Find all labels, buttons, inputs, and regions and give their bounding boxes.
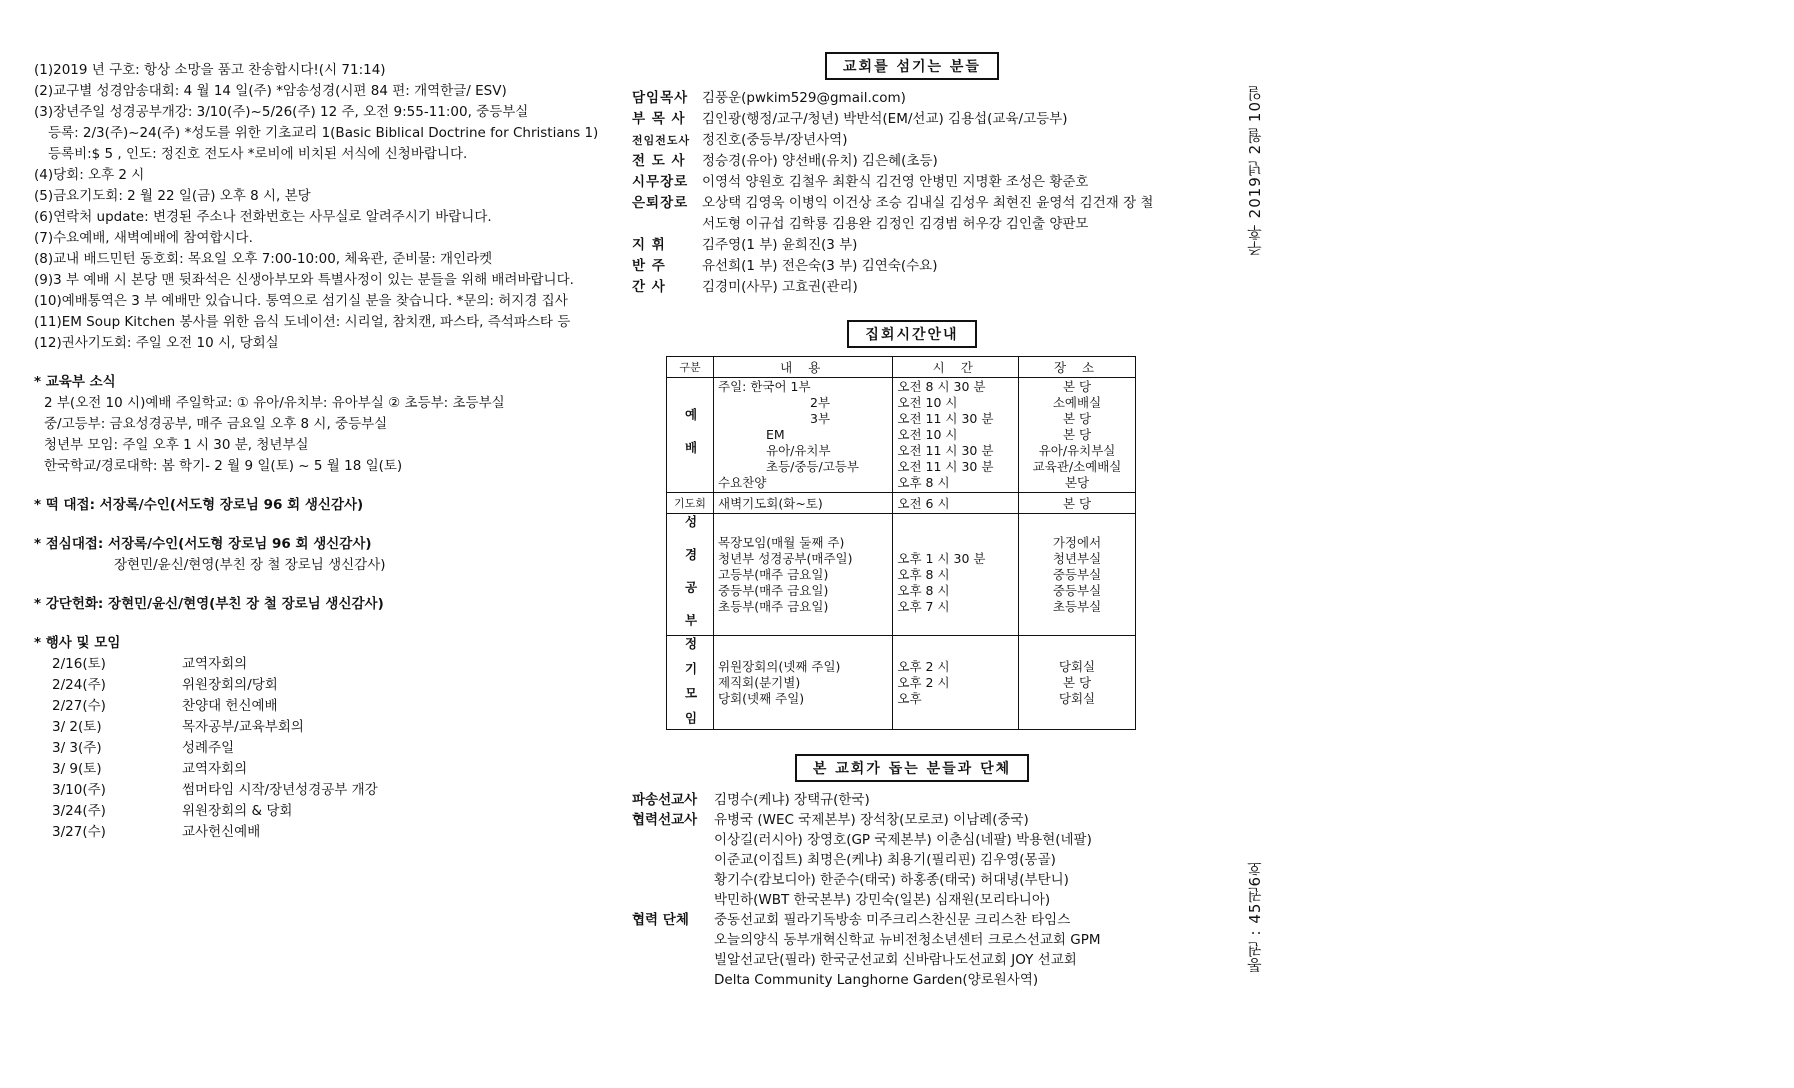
time-item: 오후 1 시 30 분	[897, 550, 986, 566]
rice-cake-section	[34, 495, 594, 516]
mission-name-line: 김명수(케냐) 장택규(한국)	[714, 792, 870, 809]
lunch-line-2: 장현민/윤신/현영(부친 장 철 장로님 생신감사)	[114, 557, 386, 573]
staff-row	[632, 130, 1192, 151]
event-date: 3/ 3(주)	[52, 740, 102, 756]
announcement-item: (11)EM Soup Kitchen 봉사를 위한 음식 도네이션: 시리얼, 참치캔, 파스타, 즉석파스타 등	[34, 314, 571, 330]
time-item: 오후 2 시	[897, 658, 950, 674]
time-item: 오전 10 시	[897, 427, 958, 442]
announcement-item: (1)2019 년 구호: 항상 소망을 품고 찬송합시다!(시 71:14)	[34, 62, 386, 78]
staff-list	[632, 88, 1192, 298]
table-row	[667, 636, 1136, 730]
announcement-item: (6)연락처 update: 변경된 주소나 전화번호는 사무실로 알려주시기 바랍니다.	[34, 209, 492, 225]
time-item: 오전 11 시 30 분	[897, 443, 994, 458]
mission-name-line: 이준교(이집트) 최명은(케냐) 최용기(필리핀) 김우영(몽골)	[714, 852, 1056, 869]
staff-row	[632, 172, 1192, 193]
content-item: EM	[766, 427, 785, 442]
content-cell	[714, 378, 893, 493]
event-row	[34, 822, 594, 843]
event-date: 2/24(주)	[52, 677, 106, 693]
mission-name-line: 빌알선교단(필라) 한국군선교회 신바람나도선교회 JOY 선교회	[714, 952, 1077, 969]
time-item: 오후 7 시	[897, 598, 950, 614]
event-name: 교역자회의	[182, 656, 248, 672]
place-item: 소예배실	[1052, 395, 1102, 410]
column-header: 시 간	[893, 357, 1019, 378]
announcement-item: (2)교구별 성경암송대회: 4 월 14 일(주) *암송성경(시편 84 편: 개역한글/ ESV)	[34, 83, 507, 99]
staff-row	[632, 193, 1192, 214]
place-item: 가정에서	[1052, 534, 1102, 550]
staff-names: 오상택 김영욱 이병익 이건상 조승 김내실 김성우 최현진 윤영석 김건재 장 철	[702, 195, 1154, 211]
education-line: 청년부 모임: 주일 오후 1 시 30 분, 청년부실	[44, 437, 309, 453]
column-header: 내 용	[714, 357, 893, 378]
table-row	[667, 378, 1136, 493]
content-item: 수요찬양	[718, 475, 767, 490]
place-item: 중등부실	[1052, 566, 1102, 582]
staff-row	[632, 151, 1192, 172]
lunch-line: * 점심대접: 서장록/수인(서도형 장로님 96 회 생신감사)	[34, 536, 372, 552]
place-cell: 본 당	[1019, 493, 1136, 514]
mission-name-line: 유병국 (WEC 국제본부) 장석창(모로코) 이남례(중국)	[714, 812, 1029, 829]
mission-row	[632, 810, 1192, 910]
events-title: * 행사 및 모임	[34, 635, 121, 651]
education-line: 2 부(오전 10 시)예배 주일학교: ① 유아/유치부: 유아부실 ② 초등부: 초등부실	[44, 395, 505, 411]
content-item: 제직회(분기별)	[718, 674, 801, 690]
staff-role: 간 사	[632, 279, 666, 295]
staff-role: 부 목 사	[632, 111, 686, 127]
staff-role: 지 휘	[632, 237, 666, 253]
staff-role: 전임전도사	[632, 134, 691, 147]
church-info-column	[632, 52, 1192, 990]
staff-row	[632, 88, 1192, 109]
announcement-item: 등록비:$ 5 , 인도: 정진호 전도사 *로비에 비치된 서식에 신청바랍니다.	[48, 146, 468, 162]
event-row	[34, 780, 594, 801]
event-row	[34, 654, 594, 675]
flowers-section	[34, 594, 594, 615]
announcement-item: (4)당회: 오후 2 시	[34, 167, 145, 183]
place-item: 청년부실	[1052, 550, 1102, 566]
mission-name-line: 오늘의양식 동부개혁신학교 뉴비전청소년센터 크로스선교회 GPM	[714, 932, 1101, 949]
place-item: 교육관/소예배실	[1032, 459, 1122, 474]
content-cell	[714, 514, 893, 636]
time-cell	[893, 378, 1019, 493]
announcement-item: (5)금요기도회: 2 월 22 일(금) 오후 8 시, 본당	[34, 188, 311, 204]
staff-names: 유선희(1 부) 전은숙(3 부) 김연숙(수요)	[702, 258, 938, 274]
event-date: 3/ 2(토)	[52, 719, 102, 735]
staff-names: 김풍운(pwkim529@gmail.com)	[702, 90, 906, 106]
event-name: 교역자회의	[182, 761, 248, 777]
event-name: 교사헌신예배	[182, 824, 261, 840]
event-row	[34, 738, 594, 759]
time-item: 오후 8 시	[897, 475, 950, 490]
event-name: 위원장회의/당회	[182, 677, 278, 693]
content-cell	[714, 636, 893, 730]
mission-role: 파송선교사	[632, 792, 698, 809]
time-item: 오전 8 시 30 분	[897, 379, 986, 394]
staff-role: 전 도 사	[632, 153, 686, 169]
content-item: 유아/유치부	[766, 443, 831, 458]
time-item: 오후	[897, 690, 922, 706]
column-header: 구분	[667, 357, 714, 378]
content-item: 초등/중등/고등부	[766, 459, 859, 474]
category-cell: 정 기 모 임	[667, 636, 714, 730]
content-item: 목장모임(매월 둘째 주)	[718, 534, 845, 550]
category-cell: 성 경 공 부	[667, 514, 714, 636]
event-row	[34, 759, 594, 780]
time-item	[897, 535, 1014, 551]
schedule-title: 집회시간안내	[847, 320, 976, 348]
mission-names	[714, 790, 870, 810]
mission-name-line: 황기수(캄보디아) 한준수(태국) 하홍종(태국) 허대녕(부탄니)	[714, 872, 1069, 889]
missions-title: 본 교회가 돕는 분들과 단체	[795, 754, 1029, 782]
place-item: 중등부실	[1052, 582, 1102, 598]
content-item: 2부	[810, 395, 831, 410]
mission-role: 협력선교사	[632, 812, 698, 829]
schedule-table	[666, 356, 1136, 730]
mission-role: 협력 단체	[632, 912, 689, 929]
bulletin-issue-text: 통권 : 45권6호	[1246, 860, 1264, 974]
staff-role: 담임목사	[632, 90, 689, 106]
column-header: 장 소	[1019, 357, 1136, 378]
content-item: 3부	[810, 411, 831, 426]
event-row	[34, 675, 594, 696]
staff-row	[632, 256, 1192, 277]
time-item: 오전 11 시 30 분	[897, 459, 994, 474]
event-name: 목자공부/교육부회의	[182, 719, 304, 735]
announcement-item: (7)수요예배, 새벽예배에 참여합시다.	[34, 230, 253, 246]
education-news	[34, 372, 594, 477]
mission-name-line: Delta Community Langhorne Garden(양로원사역)	[714, 972, 1039, 989]
place-item: 본 당	[1062, 379, 1092, 394]
place-cell	[1019, 514, 1136, 636]
bulletin-date-text: 주후 2019년 2월 10일	[1246, 85, 1264, 257]
staff-title: 교회를 섬기는 분들	[825, 52, 999, 80]
place-item: 당회실	[1058, 690, 1096, 706]
place-cell	[1019, 378, 1136, 493]
category-cell: 예 배	[667, 378, 714, 493]
event-name: 위원장회의 & 당회	[182, 803, 293, 819]
event-date: 2/16(토)	[52, 656, 106, 672]
bulletin-issue	[1244, 860, 1266, 974]
event-date: 3/24(주)	[52, 803, 106, 819]
event-name: 성례주일	[182, 740, 235, 756]
time-cell	[893, 636, 1019, 730]
announcements-column	[34, 60, 599, 843]
content-cell: 새벽기도회(화~토)	[714, 493, 893, 514]
staff-role: 은퇴장로	[632, 195, 689, 211]
announcement-item: (9)3 부 예배 시 본당 맨 뒷좌석은 신생아부모와 특별사정이 있는 분들을 위해 배려바랍니다.	[34, 272, 574, 288]
education-title: * 교육부 소식	[34, 374, 116, 390]
mission-name-line: 박민하(WBT 한국본부) 강민숙(일본) 심재원(모리타니아)	[714, 892, 1051, 909]
staff-row	[632, 277, 1192, 298]
time-cell: 오전 6 시	[893, 493, 1019, 514]
announcement-item: (3)장년주일 성경공부개강: 3/10(주)~5/26(주) 12 주, 오전 9:55-11:00, 중등부실	[34, 104, 529, 120]
announcement-item: (8)교내 배드민턴 동호회: 목요일 오후 7:00-10:00, 체육관, 준비물: 개인라켓	[34, 251, 493, 267]
education-line: 중/고등부: 금요성경공부, 매주 금요일 오후 8 시, 중등부실	[44, 416, 388, 432]
event-date: 3/10(주)	[52, 782, 106, 798]
content-item: 주일: 한국어 1부	[718, 379, 811, 394]
time-item: 오전 11 시 30 분	[897, 411, 994, 426]
table-header-row	[667, 357, 1136, 378]
time-item: 오후 8 시	[897, 582, 950, 598]
announcement-list	[34, 60, 599, 354]
content-item: 당회(넷째 주일)	[718, 690, 805, 706]
content-item: 고등부(매주 금요일)	[718, 566, 829, 582]
mission-names	[714, 910, 1100, 990]
time-item: 오후 8 시	[897, 566, 950, 582]
staff-names-continued: 서도형 이규섭 김학룡 김용완 김정인 김경범 허우강 김인출 양판모	[702, 216, 1089, 232]
missions-list	[632, 790, 1192, 990]
place-item: 본 당	[1062, 411, 1092, 426]
staff-role: 시무장로	[632, 174, 689, 190]
mission-name-line: 이상길(러시아) 장영호(GP 국제본부) 이춘심(네팔) 박용현(네팔)	[714, 832, 1092, 849]
place-item: 본당	[1064, 475, 1090, 490]
announcement-item: 등록: 2/3(주)~24(주) *성도를 위한 기초교리 1(Basic Biblical Doctrine for Christians 1)	[48, 125, 599, 141]
place-item: 본 당	[1062, 427, 1092, 442]
place-item: 당회실	[1058, 658, 1096, 674]
bulletin-date	[1244, 85, 1266, 257]
content-item: 중등부(매주 금요일)	[718, 582, 829, 598]
table-row	[667, 493, 1136, 514]
place-item: 초등부실	[1052, 598, 1102, 614]
staff-row	[632, 235, 1192, 256]
time-item: 오후 2 시	[897, 674, 950, 690]
mission-name-line: 중동선교회 필라기독방송 미주크리스찬신문 크리스찬 타임스	[714, 912, 1071, 929]
event-date: 3/ 9(토)	[52, 761, 102, 777]
announcement-item: (10)예배통역은 3 부 예배만 있습니다. 통역으로 섬기실 분을 찾습니다. *문의: 허지경 집사	[34, 293, 568, 309]
staff-row	[632, 109, 1192, 130]
lunch-section	[34, 534, 594, 576]
mission-row	[632, 790, 1192, 810]
event-row	[34, 696, 594, 717]
rice-cake-line: * 떡 대접: 서장록/수인(서도형 장로님 96 회 생신감사)	[34, 497, 364, 513]
events-section	[34, 633, 594, 843]
event-row	[34, 801, 594, 822]
table-row	[667, 514, 1136, 636]
staff-names: 김주영(1 부) 윤희진(3 부)	[702, 237, 858, 253]
staff-names: 김경미(사무) 고효권(관리)	[702, 279, 858, 295]
event-date: 3/27(수)	[52, 824, 106, 840]
staff-role: 반 주	[632, 258, 666, 274]
staff-names: 김인광(행정/교구/청년) 박반석(EM/선교) 김용섭(교육/고등부)	[702, 111, 1068, 127]
education-line: 한국학교/경로대학: 봄 학기- 2 월 9 일(토) ~ 5 월 18 일(토)	[44, 458, 403, 474]
mission-row	[632, 910, 1192, 990]
content-item: 초등부(매주 금요일)	[718, 598, 829, 614]
time-item: 오전 10 시	[897, 395, 958, 410]
staff-names: 정승경(유아) 양선배(유치) 김은혜(초등)	[702, 153, 938, 169]
place-item: 유아/유치부실	[1038, 443, 1116, 458]
place-cell	[1019, 636, 1136, 730]
announcement-item: (12)권사기도회: 주일 오전 10 시, 당회실	[34, 335, 279, 351]
category-cell: 기도회	[667, 493, 714, 514]
time-cell	[893, 514, 1019, 636]
flowers-line: * 강단헌화: 장현민/윤신/현영(부친 장 철 장로님 생신감사)	[34, 596, 384, 612]
event-name: 썸머타임 시작/장년성경공부 개강	[182, 782, 378, 798]
staff-names: 이영석 양원호 김철우 최환식 김건영 안병민 지명환 조성은 황준호	[702, 174, 1089, 190]
event-name: 찬양대 헌신예배	[182, 698, 278, 714]
mission-names	[714, 810, 1092, 910]
place-item: 본 당	[1062, 674, 1092, 690]
staff-names: 정진호(중등부/장년사역)	[702, 132, 848, 148]
content-item: 위원장회의(넷째 주일)	[718, 658, 841, 674]
event-date: 2/27(수)	[52, 698, 106, 714]
content-item: 청년부 성경공부(매주일)	[718, 550, 853, 566]
event-row	[34, 717, 594, 738]
